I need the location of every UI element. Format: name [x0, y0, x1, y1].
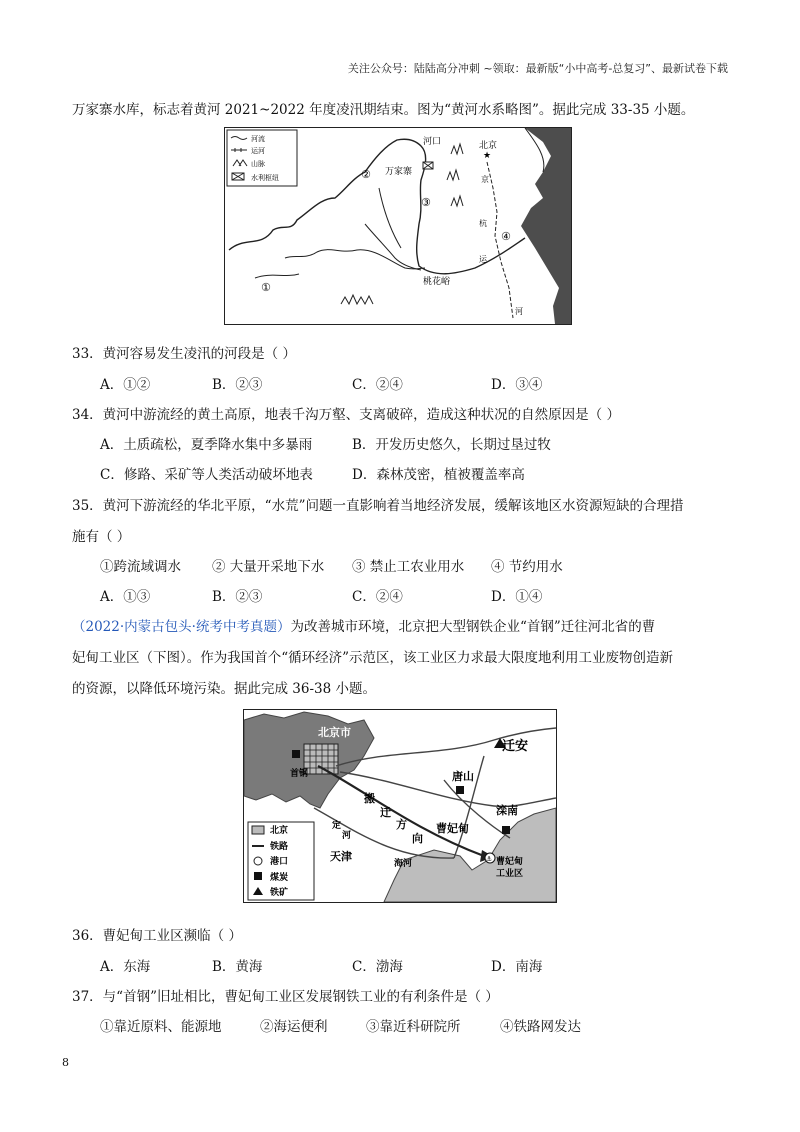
- legend-railway: 铁路: [270, 842, 289, 852]
- label-zone-2: 工业区: [496, 869, 524, 879]
- q33-option-c: C．②④: [352, 377, 403, 393]
- q35-item-3: ③ 禁止工农业用水: [352, 559, 465, 575]
- label-xiang: 向: [412, 832, 423, 845]
- label-tangshan: 唐山: [452, 770, 474, 783]
- coal-icon: [456, 786, 464, 794]
- q35-option-c: C．②④: [352, 589, 403, 605]
- legend-iron: 铁矿: [270, 888, 289, 898]
- label-he: 河: [515, 307, 523, 316]
- q37-item-2: ②海运便利: [260, 1019, 328, 1035]
- q35-option-b: B．②③: [212, 589, 263, 605]
- q34-option-c: C．修路、采矿等人类活动破坏地表: [100, 467, 313, 483]
- label-haihe: 海河: [394, 859, 413, 869]
- page-number: 8: [62, 1056, 69, 1069]
- label-jing: 京: [481, 175, 489, 184]
- label-fang: 方: [396, 818, 407, 831]
- label-caofeidian: 曹妃甸: [436, 822, 469, 835]
- source-tag: （2022·内蒙古包头·统考中考真题）: [72, 619, 291, 635]
- beijing-star-icon: ★: [483, 151, 492, 161]
- coal-icon: [502, 826, 510, 834]
- q37-item-1: ①靠近原料、能源地: [100, 1019, 222, 1035]
- legend-canal: 运河: [251, 147, 265, 155]
- q37-stem: 37．与“首钢”旧址相比，曹妃甸工业区发展钢铁工业的有利条件是（ ）: [72, 989, 499, 1005]
- q36-option-d: D．南海: [491, 959, 543, 975]
- label-region-1: ①: [261, 281, 271, 294]
- q34-option-b: B．开发历史悠久，长期过垦过牧: [352, 437, 551, 453]
- intro-paragraph-1: 万家寨水库，标志着黄河 2021~2022 年度凌汛期结束。图为“黄河水系略图”。据此完成 33-35 小题。: [72, 102, 695, 118]
- legend-river: 河流: [251, 135, 265, 143]
- q33-option-a: A．①②: [100, 377, 151, 393]
- legend-mountain: 山脉: [251, 160, 265, 168]
- q35-item-2: ② 大量开采地下水: [212, 559, 325, 575]
- legend-port: 港口: [270, 857, 289, 867]
- q35-item-4: ④ 节约用水: [491, 559, 563, 575]
- caofeidian-map: [243, 709, 557, 903]
- label-region-4: ④: [501, 230, 511, 243]
- label-hekou: 河口: [423, 137, 442, 147]
- intro-2-text1: 为改善城市环境，北京把大型钢铁企业“首钢”迁往河北省的曹: [290, 619, 656, 635]
- label-ban: 搬: [364, 792, 375, 805]
- label-zone-1: 曹妃甸: [496, 857, 524, 867]
- legend-coal: 煤炭: [270, 873, 289, 883]
- intro-paragraph-2-line3: 的资源，以降低环境污染。据此完成 36-38 小题。: [72, 681, 376, 697]
- label-wanjiazhai: 万家寨: [385, 167, 413, 177]
- q36-option-b: B．黄海: [212, 959, 263, 975]
- label-region-3: ③: [421, 196, 431, 209]
- label-shougang: 首钢: [290, 769, 309, 779]
- q35-item-1: ①跨流域调水: [100, 559, 181, 575]
- q35-stem-line2: 施有（ ）: [72, 529, 131, 545]
- q35-option-a: A．①③: [100, 589, 151, 605]
- label-tianjin: 天津: [330, 850, 352, 863]
- label-qian: 迁: [380, 806, 391, 819]
- q37-item-3: ③靠近科研院所: [366, 1019, 461, 1035]
- label-region-2: ②: [361, 168, 371, 181]
- intro-paragraph-2-line1: [72, 617, 655, 637]
- q35-stem-line1: 35．黄河下游流经的华北平原，“水荒”问题一直影响着当地经济发展，缓解该地区水资源短缺的合理措: [72, 498, 684, 514]
- q33-option-d: D．③④: [491, 377, 543, 393]
- label-beijing: 北京: [479, 141, 498, 151]
- yellow-river-map: [224, 127, 572, 325]
- legend-beijing: 北京: [270, 826, 289, 836]
- coal-icon: [292, 750, 300, 758]
- q33-option-b: B．②③: [212, 377, 263, 393]
- q37-item-4: ④铁路网发达: [500, 1019, 581, 1035]
- intro-paragraph-2-line2: 妃甸工业区（下图）。作为我国首个“循环经济”示范区，该工业区力求最大限度地利用工业废物创造新: [72, 650, 674, 666]
- q36-option-a: A．东海: [100, 959, 151, 975]
- label-he: 河: [342, 831, 352, 841]
- label-hang: 杭: [479, 219, 487, 228]
- svg-text:⚓: ⚓: [486, 855, 493, 863]
- legend-hub: 水利枢纽: [251, 174, 279, 182]
- label-ding: 定: [332, 821, 342, 831]
- label-yun: 运: [479, 255, 487, 264]
- header-note: 关注公众号：陆陆高分冲刺 ~领取：最新版“小中高考-总复习”、最新试卷下载: [347, 62, 728, 75]
- q33-stem: 33．黄河容易发生凌汛的河段是（ ）: [72, 346, 296, 362]
- label-taohuayu: 桃花峪: [423, 277, 451, 287]
- label-qianan: 迁安: [502, 739, 529, 754]
- q35-option-d: D．①④: [491, 589, 543, 605]
- label-beijing-city: 北京市: [318, 726, 351, 739]
- q34-option-a: A．土质疏松，夏季降水集中多暴雨: [100, 437, 313, 453]
- label-luannan: 滦南: [496, 804, 518, 817]
- q34-option-d: D．森林茂密，植被覆盖率高: [352, 467, 525, 483]
- q36-stem: 36．曹妃甸工业区濒临（ ）: [72, 928, 242, 944]
- q34-stem: 34．黄河中游流经的黄土高原，地表千沟万壑、支离破碎，造成这种状况的自然原因是（ ）: [72, 407, 620, 423]
- q36-option-c: C．渤海: [352, 959, 403, 975]
